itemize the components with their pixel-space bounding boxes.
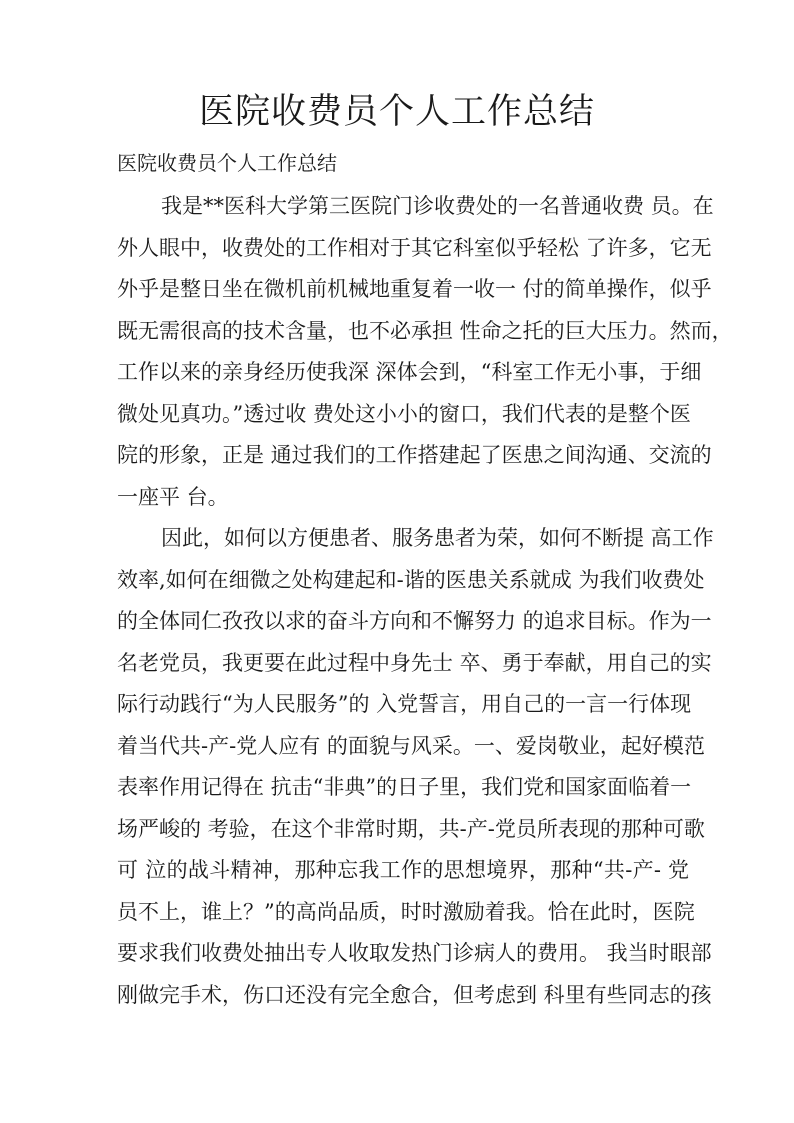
body-line: 一座平 台。 (117, 484, 229, 509)
body-line: 外人眼中，收费处的工作相对于其它科室似乎轻松 了许多，它无 (117, 235, 712, 260)
body-line: 因此，如何以方便患者、服务患者为荣，如何不断提 高工作 (161, 526, 714, 550)
body-line: 我是**医科大学第三医院门诊收费处的一名普通收费 员。在 (161, 194, 714, 218)
body-line: 院的形象，正是 通过我们的工作搭建起了医患之间沟通、交流的 (117, 443, 712, 467)
document-subtitle: 医院收费员个人工作总结 (117, 151, 337, 175)
body-line: 着当代共-产-党人应有 的面貌与风采。一、爱岗敬业，起好模范 (117, 733, 705, 758)
body-line: 微处见真功。”透过收 费处这小小的窗口，我们代表的是整个医 (117, 401, 691, 426)
body-line: 员不上，谁上？”的高尚品质，时时激励着我。恰在此时，医院 (117, 899, 695, 924)
body-line: 刚做完手术，伤口还没有完全愈合，但考虑到 科里有些同志的孩 (117, 982, 712, 1007)
body-line: 的全体同仁孜孜以求的奋斗方向和不懈努力 的追求目标。作为一 (117, 609, 712, 633)
body-line: 可 泣的战斗精神，那种忘我工作的思想境界，那种“共-产- 党 (117, 858, 689, 882)
body-line: 场严峻的 考验，在这个非常时期，共-产-党员所表现的那种可歌 (117, 816, 705, 841)
body-line: 既无需很高的技术含量，也不必承担 性命之托的巨大压力。然而， (117, 318, 733, 343)
body-line: 要求我们收费处抽出专人收取发热门诊病人的费用。 我当时眼部 (117, 941, 712, 965)
document-body (117, 186, 733, 1016)
body-line: 际行动践行“为人民服务”的 入党誓言，用自己的一言一行体现 (117, 692, 692, 716)
body-line: 效率,如何在细微之处构建起和-谐的医患关系就成 为我们收费处 (117, 567, 705, 592)
body-line: 工作以来的亲身经历使我深 深体会到，“科室工作无小事，于细 (117, 360, 702, 384)
body-line: 外乎是整日坐在微机前机械地重复着一收一 付的简单操作，似乎 (117, 277, 712, 301)
document-title: 医院收费员个人工作总结 (198, 92, 595, 132)
body-line: 表率作用记得在 抗击“非典”的日子里，我们党和国家面临着一 (117, 775, 692, 799)
body-line: 名老党员，我更要在此过程中身先士 卒、勇于奉献，用自己的实 (117, 650, 712, 675)
